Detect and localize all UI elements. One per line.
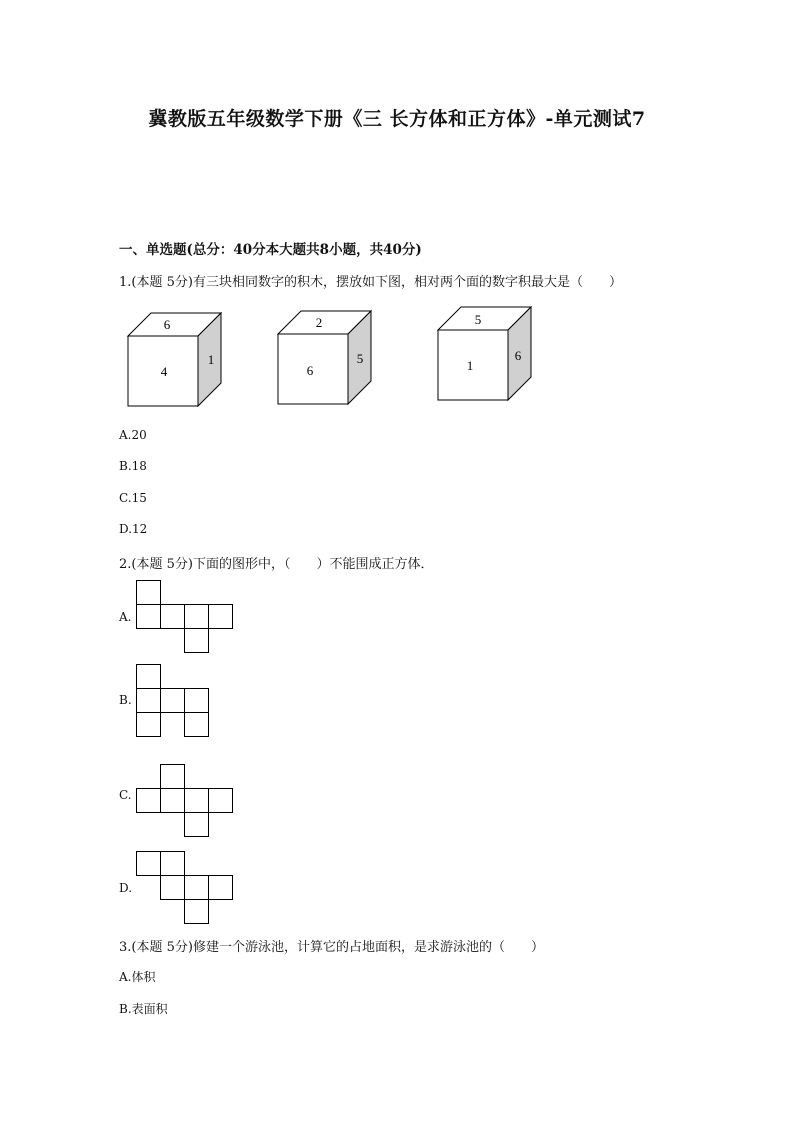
- question-2-text: 2.(本题 5分)下面的图形中，（ ）不能围成正方体．: [119, 557, 434, 572]
- question-1-option-b[interactable]: B.18: [119, 459, 147, 473]
- question-3-option-a[interactable]: A.体积: [119, 970, 156, 984]
- cube-3: [438, 307, 531, 400]
- question-2-option-c-label[interactable]: C.: [119, 788, 132, 802]
- question-2-option-d-label[interactable]: D.: [119, 881, 133, 895]
- question-3-option-b[interactable]: B.表面积: [119, 1002, 168, 1016]
- cube-net-d[interactable]: [134, 850, 236, 928]
- question-1-text: 1.(本题 5分)有三块相同数字的积木，摆放如下图，相对两个面的数字积最大是（ ）: [119, 275, 622, 290]
- cube-3-front-number: 1: [466, 358, 474, 373]
- cube-1-side-number: 1: [207, 352, 215, 367]
- cube-2-side-number: 5: [356, 351, 364, 366]
- cube-2-top-number: 2: [315, 315, 323, 330]
- cube-1-front-number: 4: [160, 364, 168, 379]
- cube-net-c[interactable]: [134, 763, 236, 841]
- cube-1: [128, 313, 221, 406]
- question-1-option-d[interactable]: D.12: [119, 522, 148, 536]
- cube-net-a[interactable]: [134, 579, 236, 657]
- question-1-option-a[interactable]: A.20: [119, 428, 147, 442]
- question-2-option-a-label[interactable]: A.: [119, 610, 132, 624]
- cube-1-top-number: 6: [163, 317, 171, 332]
- cube-net-b[interactable]: [134, 663, 214, 741]
- question-3-text: 3.(本题 5分)修建一个游泳池，计算它的占地面积，是求游泳池的（ ）: [119, 940, 544, 955]
- page-title: 冀教版五年级数学下册《三 长方体和正方体》-单元测试7: [148, 108, 646, 130]
- cube-2: [278, 311, 371, 404]
- section-heading: 一、单选题(总分：40分本大题共8小题，共40分): [119, 242, 422, 258]
- cube-2-front-number: 6: [306, 363, 314, 378]
- question-1-figure: [0, 0, 794, 420]
- question-2-option-b-label[interactable]: B.: [119, 693, 132, 707]
- cube-3-side-number: 6: [514, 348, 522, 363]
- question-1-option-c[interactable]: C.15: [119, 491, 147, 505]
- cube-3-top-number: 5: [474, 312, 482, 327]
